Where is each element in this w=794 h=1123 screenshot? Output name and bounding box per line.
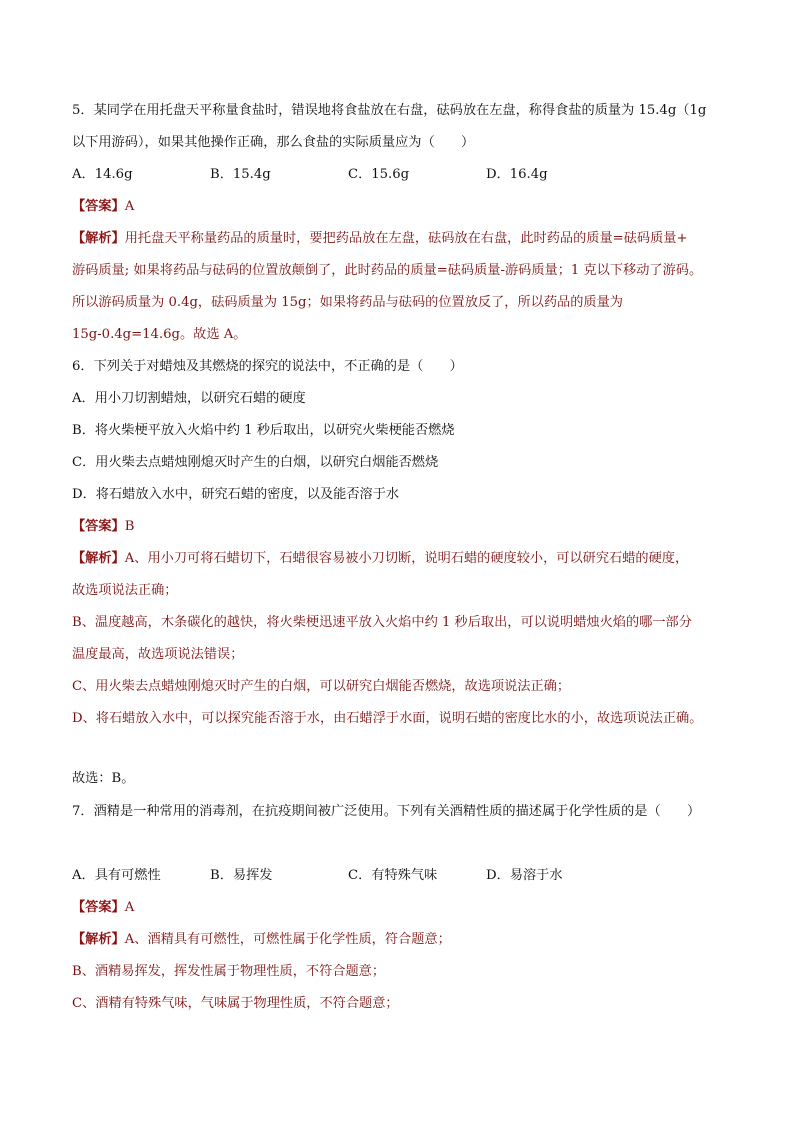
q6-analysis-line-6: D、将石蜡放入水中，可以探究能否溶于水，由石蜡浮于水面，说明石蜡的密度比水的小，故选项说法正确。 [72, 711, 703, 726]
analysis-text: 用托盘天平称量药品的质量时，要把药品放在左盘，砝码放在右盘，此时药品的质量=砝码质量+ [124, 231, 688, 246]
q6-option-a: A．用小刀切割蜡烛，以研究石蜡的硬度 [72, 391, 306, 406]
q6-option-d: D．将石蜡放入水中，研究石蜡的密度，以及能否溶于水 [72, 487, 400, 502]
q5-option-d: D．16.4g [486, 167, 548, 182]
q6-answer [72, 518, 134, 536]
analysis-text: A、酒精具有可燃性，可燃性属于化学性质，符合题意； [124, 932, 451, 947]
q7-analysis-line-2: B、酒精易挥发，挥发性属于物理性质，不符合题意； [72, 964, 386, 979]
answer-label: 【答案】 [72, 519, 125, 534]
q7-option-c: C．有特殊气味 [348, 868, 438, 883]
q5-analysis-line-2: 游码质量; 如果将药品与砝码的位置放颠倒了，此时药品的质量=砝码质量-游码质量；1 克以下移动了游码。 [72, 263, 703, 278]
q6-stem: 6．下列关于对蜡烛及其燃烧的探究的说法中，不正确的是（ ） [72, 359, 463, 374]
q7-analysis-line-3: C、酒精有特殊气味，气味属于物理性质，不符合题意； [72, 996, 399, 1011]
answer-label: 【答案】 [72, 900, 125, 915]
q6-analysis-line-1 [72, 550, 688, 568]
answer-value: A [124, 199, 135, 214]
q6-conclusion: 故选：B。 [72, 771, 135, 786]
q7-analysis-line-1 [72, 931, 451, 949]
q6-option-b: B．将火柴梗平放入火焰中约 1 秒后取出，以研究火柴梗能否燃烧 [72, 423, 455, 438]
q6-analysis-line-5: C、用火柴去点蜡烛刚熄灭时产生的白烟，可以研究白烟能否燃烧，故选项说法正确； [72, 679, 571, 694]
q5-analysis-line-1 [72, 230, 688, 248]
q5-option-b: B．15.4g [210, 167, 271, 182]
q5-stem-line-2: 以下用游码），如果其他操作正确，那么食盐的实际质量应为（ ） [72, 135, 475, 150]
q7-option-b: B．易挥发 [210, 868, 273, 883]
q5-options [72, 166, 712, 184]
q7-stem: 7．酒精是一种常用的消毒剂，在抗疫期间被广泛使用。下列有关酒精性质的描述属于化学性质的是（ ） [72, 804, 701, 819]
q6-analysis-line-4: 温度最高，故选项说法错误； [72, 647, 244, 662]
q5-analysis-line-4: 15g-0.4g=14.6g。故选 A。 [72, 327, 247, 342]
q6-analysis-line-3: B、温度越高，木条碳化的越快，将火柴梗迅速平放入火焰中约 1 秒后取出，可以说明蜡烛火焰的哪一部分 [72, 615, 692, 630]
q7-answer [72, 899, 134, 917]
q7-option-d: D．易溶于水 [486, 868, 563, 883]
analysis-text: A、用小刀可将石蜡切下，石蜡很容易被小刀切断，说明石蜡的硬度较小，可以研究石蜡的硬度， [124, 551, 689, 566]
q6-option-c: C．用火柴去点蜡烛刚熄灭时产生的白烟，以研究白烟能否燃烧 [72, 455, 439, 470]
q6-analysis-line-2: 故选项说法正确； [72, 583, 178, 598]
q5-option-c: C．15.6g [348, 167, 410, 182]
answer-value: A [124, 900, 135, 915]
analysis-label: 【解析】 [72, 231, 125, 246]
analysis-label: 【解析】 [72, 932, 125, 947]
q7-options [72, 867, 712, 885]
q5-answer [72, 198, 134, 216]
q5-analysis-line-3: 所以游码质量为 0.4g，砝码质量为 15g；如果将药品与砝码的位置放反了，所以药品的质量为 [72, 295, 623, 310]
analysis-label: 【解析】 [72, 551, 125, 566]
q5-stem-line-1: 5．某同学在用托盘天平称量食盐时，错误地将食盐放在右盘，砝码放在左盘，称得食盐的质量为 15.4g（1g [72, 103, 707, 118]
q7-option-a: A．具有可燃性 [72, 868, 161, 883]
answer-label: 【答案】 [72, 199, 125, 214]
answer-value: B [124, 519, 135, 534]
q5-option-a: A．14.6g [72, 167, 133, 182]
